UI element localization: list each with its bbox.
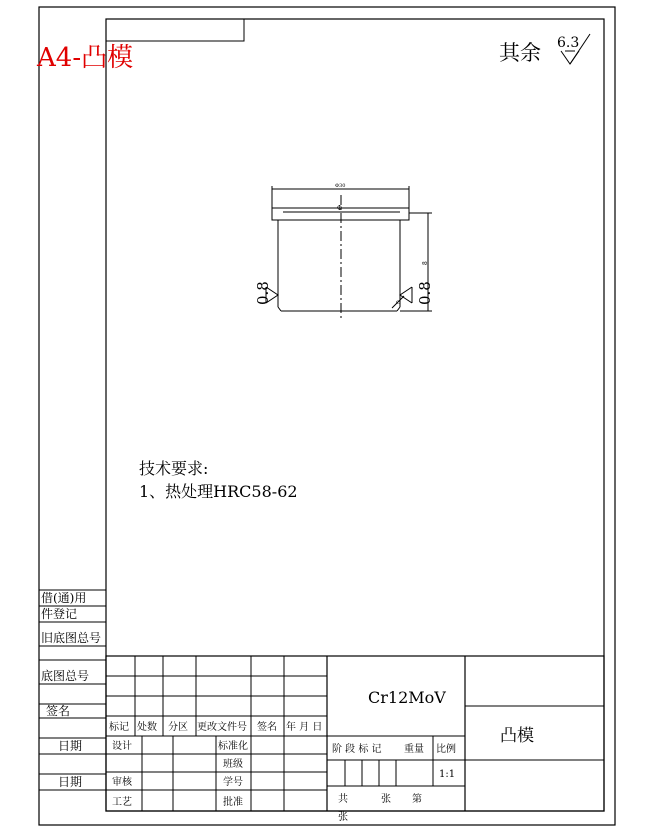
roughness-left: 0.8 xyxy=(254,281,272,305)
role-design: 设计 xyxy=(112,741,132,752)
header-count: 处数 xyxy=(137,722,157,733)
dimension-right: 8 xyxy=(422,261,429,265)
inner-frame xyxy=(106,19,604,811)
sheets-total: 共 xyxy=(338,794,348,805)
notes-item-1: 1、热处理HRC58-62 xyxy=(139,482,298,501)
role-student-no: 学号 xyxy=(223,777,243,788)
top-left-box xyxy=(106,19,244,41)
header-change-doc: 更改文件号 xyxy=(197,722,247,733)
strip-old-drawing: 旧底图总号 xyxy=(41,631,102,645)
sheet-label: A4-凸模 xyxy=(37,43,134,73)
material: Cr12MoV xyxy=(368,688,446,707)
strip-borrow: 借(通)用 xyxy=(41,591,87,605)
weight-label: 重量 xyxy=(404,744,424,755)
strip-drawing-no: 底图总号 xyxy=(41,669,90,683)
strip-date-1: 日期 xyxy=(58,739,83,753)
strip-register: 件登记 xyxy=(41,607,78,621)
part-view xyxy=(266,186,432,318)
dimension-top: Φ30 xyxy=(335,183,346,189)
header-date: 年 月 日 xyxy=(286,722,323,733)
header-zone: 分区 xyxy=(168,722,188,733)
notes-heading: 技术要求: xyxy=(139,459,209,478)
role-approve: 批准 xyxy=(223,797,243,808)
part-name: 凸模 xyxy=(500,726,534,746)
roughness-right: 0.8 xyxy=(416,281,434,305)
dimension-center: Φ xyxy=(337,205,342,212)
strip-signature: 签名 xyxy=(46,704,71,718)
roughness-prefix: 其余 xyxy=(499,41,541,65)
stage-mark-label: 阶 段 标 记 xyxy=(332,744,382,755)
strip-date-2: 日期 xyxy=(58,775,83,789)
sheets-nth: 第 xyxy=(412,794,422,805)
scale-value: 1:1 xyxy=(439,769,456,780)
sheets-unit: 张 xyxy=(381,794,391,805)
role-standardize: 标准化 xyxy=(218,741,248,752)
ratio-label: 比例 xyxy=(436,744,456,755)
roughness-value: 6.3 xyxy=(557,35,580,51)
role-process: 工艺 xyxy=(112,797,132,808)
sheets-unit-2: 张 xyxy=(338,812,348,823)
role-class: 班级 xyxy=(223,759,243,770)
header-signature: 签名 xyxy=(257,722,277,733)
role-review: 审核 xyxy=(112,777,132,788)
header-mark: 标记 xyxy=(109,722,129,733)
chamfer-label: C xyxy=(396,300,400,306)
